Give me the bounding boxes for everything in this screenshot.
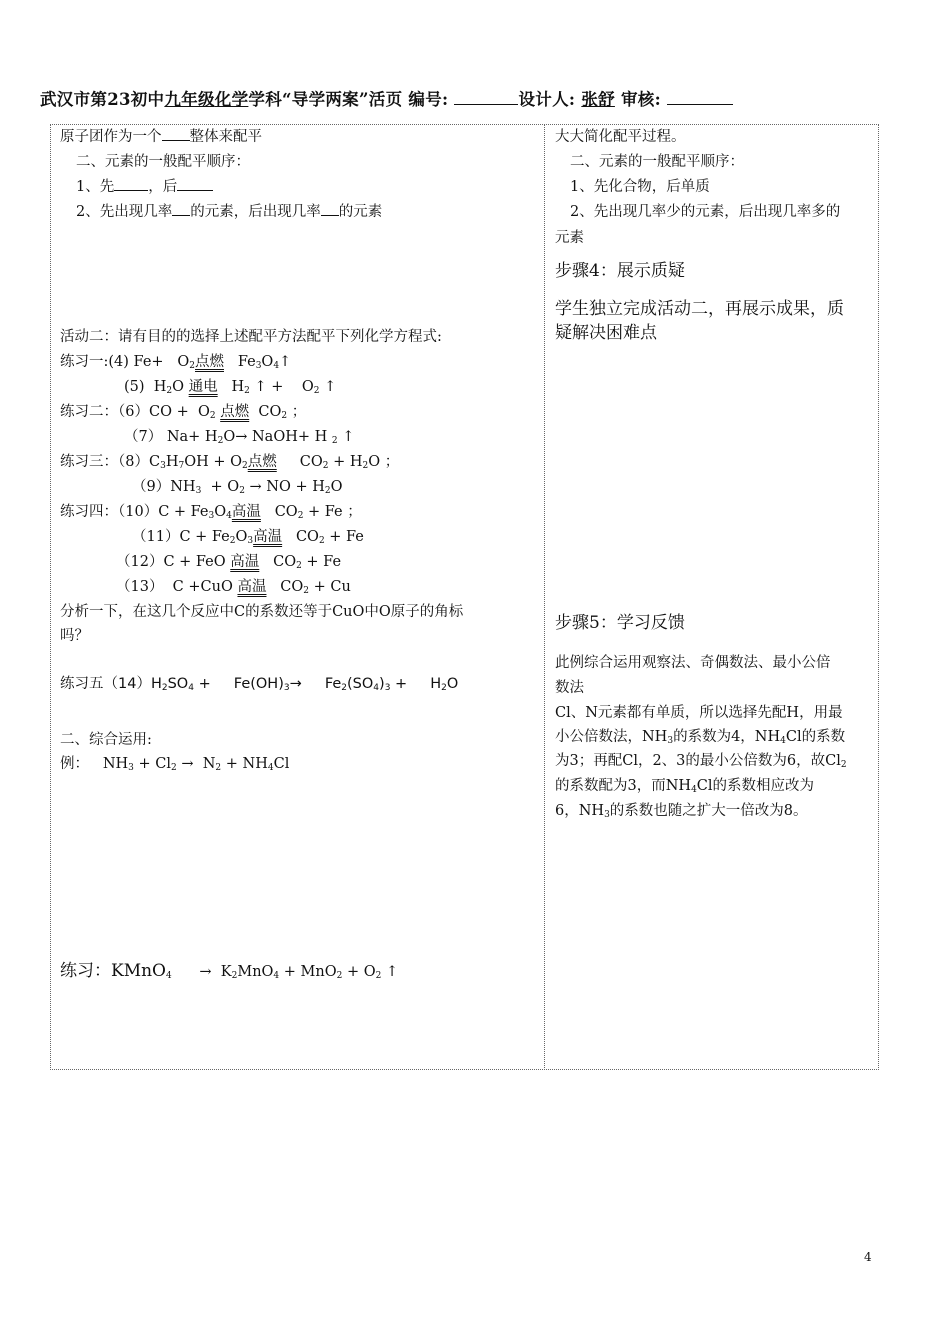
right-line-3: 1、先化合物，后单质 — [570, 179, 710, 195]
exercise-3-eq-9: $(9)NH_3 + O_2$ → NO + $H_2O$ — [132, 479, 343, 496]
feedback-line-1: 此例综合运用观察法、奇偶数法、最小公倍 — [555, 655, 831, 671]
designer-label: 设计人: — [518, 90, 576, 109]
feedback-line-2: 数法 — [555, 680, 584, 696]
exercise-4-eq-12: （12）C + FeO 高温 $CO_2 + Fe$ — [116, 554, 342, 571]
number-blank — [454, 90, 518, 105]
feedback-line-5: 为3；再配Cl，2、3的最小公倍数为6，故$Cl_2$ — [555, 753, 847, 770]
exercise-4-eq-13: （13） C +CuO 高温 $CO_2 + Cu$ — [116, 579, 351, 596]
exercise-2-eq-7: （7） $Na+ H_2O\to$ NaOH+ H $_2$ ↑ — [124, 429, 355, 446]
header-subject: 化学 — [214, 90, 249, 109]
page-number: 4 — [864, 1250, 872, 1264]
section-comprehensive: 二、综合运用: — [60, 732, 152, 748]
reviewer-blank — [667, 90, 733, 105]
step-4-text-1: 学生独立完成活动二，再展示成果，质 — [555, 299, 844, 319]
exercise-3-eq-8: 练习三：$(8)C_3H_7OH + O_2$点燃 $CO_2 + H_2O$ ； — [60, 454, 400, 471]
exercise-1-eq-4: 练习一:(4) Fe+ $O_2$点燃 $Fe_3O_4↑$ — [60, 354, 292, 371]
feedback-line-6: 的系数配为3，而$NH_4Cl$的系数相应改为 — [555, 778, 815, 795]
content-table — [50, 124, 879, 1070]
exercise-1-eq-5: (5) $H_2O$ 通电 $H_2$ ↑ + $O_2$ ↑ — [124, 379, 337, 396]
activity-two: 活动二：请有目的的选择上述配平方法配平下列化学方程式: — [60, 329, 442, 345]
step-4-heading: 步骤4：展示质疑 — [555, 261, 685, 281]
analysis-question-1: 分析一下，在这几个反应中C的系数还等于CuO中O原子的角标 — [60, 604, 464, 620]
left-line-1: 原子团作为一个 整体来配平 — [60, 129, 262, 145]
practice-equation: 练习：KMnO$_4$ → $K_2MnO_4 + MnO_2 + O_2$ ↑ — [60, 961, 399, 981]
right-line-2: 二、元素的一般配平顺序： — [570, 154, 744, 170]
header-title: 学科“导学两案”活页 编号: — [248, 90, 449, 109]
column-divider — [544, 124, 545, 1070]
step-5-heading: 步骤5：学习反馈 — [555, 613, 685, 633]
right-line-5: 元素 — [555, 230, 584, 246]
left-line-3: 1、先 ，后 — [76, 178, 213, 196]
step-4-text-2: 疑解决困难点 — [555, 323, 657, 343]
left-line-4: 2、先出现几率 的元素，后出现几率 的元素 — [76, 204, 383, 220]
feedback-line-3: Cl、N元素都有单质，所以选择先配H，用最 — [555, 705, 843, 721]
exercise-5-eq-14: 练习五$(14)H_2SO_4$ + $Fe(OH)_3\to$ $Fe_2(SO_4)_3$ + $H_2O$ — [60, 676, 459, 693]
right-line-4: 2、先出现几率少的元素，后出现几率多的 — [570, 204, 841, 220]
feedback-line-4: 小公倍数法，$NH_3$的系数为4，$NH_4Cl$的系数 — [555, 729, 846, 746]
feedback-line-7: 6，$NH_3$的系数也随之扩大一倍改为8。 — [555, 803, 808, 820]
designer-name: 张舒 — [581, 90, 615, 109]
exercise-4-eq-10: 练习四：$(10)C + Fe_3O_4$高温 $CO_2 + Fe$ ； — [60, 504, 362, 521]
right-line-1: 大大简化配平过程。 — [555, 129, 686, 145]
exercise-2-eq-6: 练习二：$(6)CO + O_2$ 点燃 $CO_2$ ； — [60, 404, 307, 421]
header-grade: 九年级 — [164, 90, 215, 109]
page-header — [40, 86, 920, 110]
exercise-4-eq-11: $(11)C + Fe_2O_3$高温 $CO_2 + Fe$ — [132, 529, 364, 546]
header-school: 武汉市第23初中 — [40, 90, 165, 109]
analysis-question-2: 吗？ — [60, 628, 89, 644]
reviewer-label: 审核: — [620, 90, 661, 109]
example-equation: 例： $NH_3 + Cl_2 \to N_2 + NH_4Cl$ — [60, 756, 290, 773]
left-line-2: 二、元素的一般配平顺序： — [76, 154, 250, 170]
